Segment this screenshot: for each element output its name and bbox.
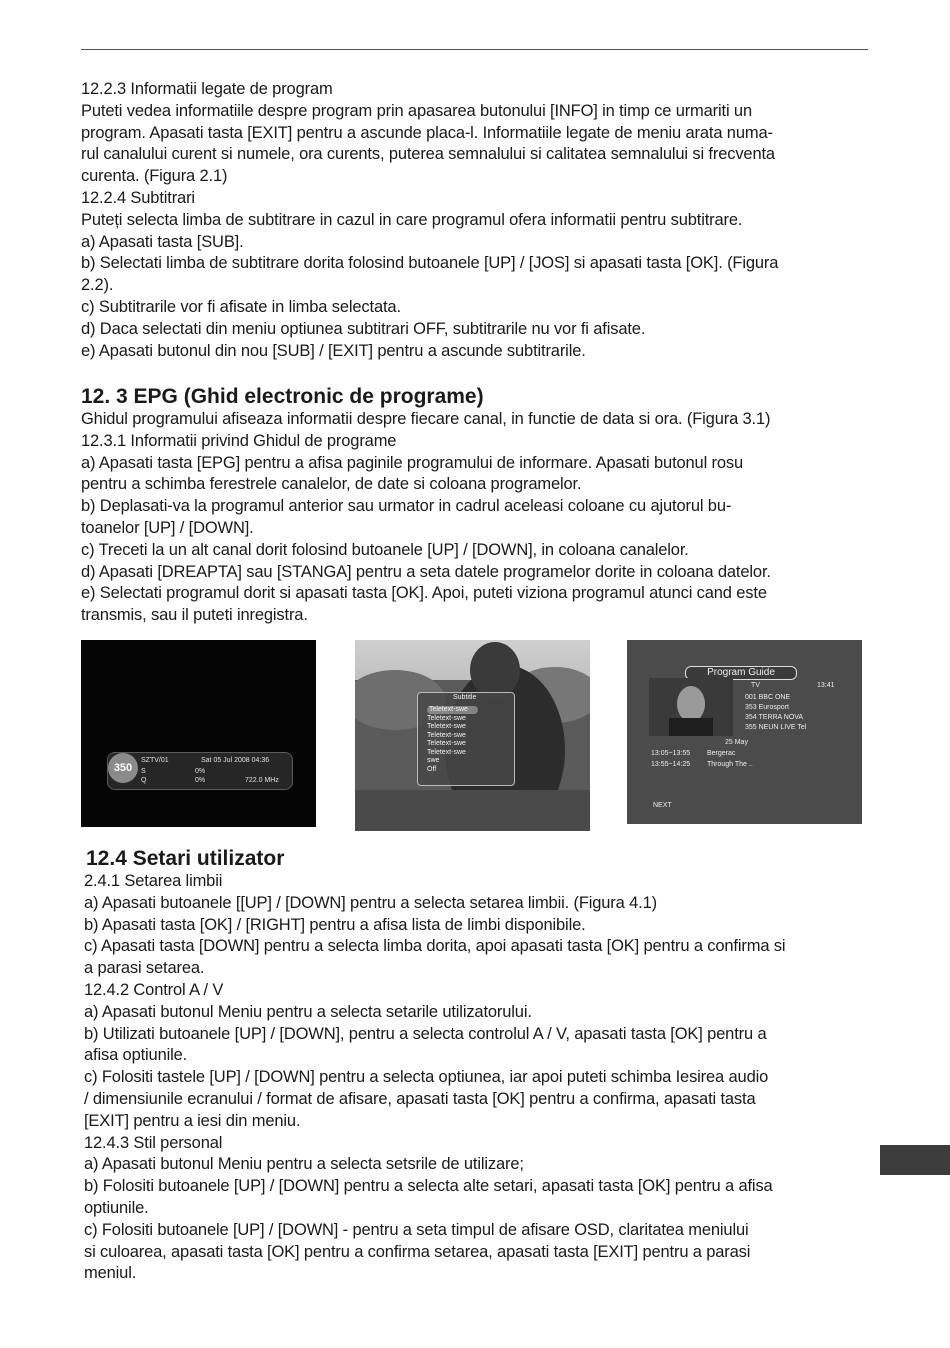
next-label: NEXT <box>653 802 672 809</box>
subtitle-option[interactable]: Teletext-swe <box>427 748 466 756</box>
section-program-info <box>81 79 873 362</box>
epg-line: e) Selectati programul dorit si apasati tasta [OK]. Apoi, puteti viziona programul atunci cand este <box>81 584 767 603</box>
signal-label: S <box>141 768 146 775</box>
user-settings-line: 2.4.1 Setarea limbii <box>84 872 223 890</box>
program-info-line: 12.2.4 Subtitrari <box>81 188 195 207</box>
user-settings-line: 12.4.2 Control A / V <box>84 980 224 999</box>
channel-number-badge: 350 <box>108 753 138 783</box>
user-settings-line: si culoarea, apasati tasta [OK] pentru a confirma setarea, apasati tasta [EXIT] pentru a parasi <box>84 1242 751 1261</box>
header-rule <box>81 49 868 50</box>
guide-date: 25 May <box>725 739 748 746</box>
guide-program-name[interactable]: Bergerac <box>707 750 736 757</box>
heading-user-settings: 12.4 Setari utilizator <box>86 847 285 870</box>
epg-line: a) Apasati tasta [EPG] pentru a afisa paginile programului de informare. Apasati butonul rosu <box>81 453 744 472</box>
guide-channel[interactable]: 353 Eurosport <box>745 704 789 711</box>
epg-line: pentru a schimba ferestrele canalelor, de date si coloana programelor. <box>81 475 582 494</box>
subtitle-option[interactable]: Teletext-swe <box>427 723 466 730</box>
user-settings-line: a) Apasati butonul Meniu pentru a selecta setsrile de utilizare; <box>84 1155 524 1174</box>
program-info-line: program. Apasati tasta [EXIT] pentru a ascunde placa-l. Informatiile legate de meniu arata numa- <box>81 123 773 142</box>
program-guide-title: Program Guide <box>685 666 797 680</box>
guide-program-time[interactable]: 13:55~14:25 <box>651 761 691 768</box>
user-settings-line: b) Folositi butoanele [UP] / [DOWN] pentru a selecta alte setari, apasati tasta [OK] pentru a afisa <box>84 1177 773 1196</box>
program-info-line: e) Apasati butonul din nou [SUB] / [EXIT] pentru a ascunde subtitrarile. <box>81 341 586 360</box>
section-epg <box>81 409 873 627</box>
program-info-line: a) Apasati tasta [SUB]. <box>81 232 244 251</box>
program-info-line: curenta. (Figura 2.1) <box>81 167 228 186</box>
program-info-line: c) Subtitrarile vor fi afisate in limba selectata. <box>81 297 401 316</box>
figure-program-guide <box>627 640 862 824</box>
program-info-line: rul canalului curent si numele, ora curents, puterea semnalului si calitatea semnalului si frecventa <box>81 145 775 164</box>
guide-time: 13:41 <box>817 682 835 689</box>
datetime: Sat 05 Jul 2008 04:36 <box>201 757 270 764</box>
user-settings-line: c) Folositi tastele [UP] / [DOWN] pentru a selecta optiunea, iar apoi puteti schimba Iesirea audio <box>84 1068 769 1087</box>
user-settings-line: afisa optiunile. <box>84 1046 188 1065</box>
epg-line: b) Deplasati-va la programul anterior sau urmator in cadrul aceleasi coloane cu ajutorul bu- <box>81 497 732 516</box>
user-settings-line: c) Folositi butoanele [UP] / [DOWN] - pentru a seta timpul de afisare OSD, claritatea meniului <box>84 1220 749 1239</box>
user-settings-line: c) Apasati tasta [DOWN] pentru a selecta limba dorita, apoi apasati tasta [OK] pentru a confirma si <box>84 937 786 956</box>
subtitle-menu-title: Subtitle <box>453 694 477 701</box>
subtitle-option[interactable]: Teletext-swe <box>427 706 478 714</box>
guide-program-name[interactable]: Through The .. <box>707 761 753 768</box>
subtitle-option[interactable]: Teletext-swe <box>427 740 466 747</box>
signal-value: 0% <box>195 768 206 775</box>
program-info-line: 12.2.3 Informatii legate de program <box>81 80 333 98</box>
program-info-line: Puteti vedea informatiile despre program prin apasarea butonului [INFO] in timp ce urmariti un <box>81 101 752 120</box>
program-info-line: b) Selectati limba de subtitrare dorita folosind butoanele [UP] / [JOS] si apasati tasta [OK]. (Figura <box>81 254 779 273</box>
guide-channel[interactable]: 001 BBC ONE <box>745 694 791 701</box>
user-settings-line: b) Utilizati butoanele [UP] / [DOWN], pentru a selecta controlul A / V, apasati tasta [OK] pentru a <box>84 1024 767 1043</box>
epg-line: toanelor [UP] / [DOWN]. <box>81 518 254 537</box>
epg-line: c) Treceti la un alt canal dorit folosind butoanele [UP] / [DOWN], in coloana canalelor. <box>81 540 689 559</box>
quality-label: Q <box>141 777 147 784</box>
user-settings-line: a) Apasati butonul Meniu pentru a selecta setarile utilizatorului. <box>84 1002 532 1021</box>
tv-label: TV <box>751 682 760 689</box>
section-user-settings <box>84 871 876 1285</box>
subtitle-option[interactable]: Off <box>427 765 437 773</box>
user-settings-line: a parasi setarea. <box>84 959 205 978</box>
channel-name: SZTV/01 <box>141 757 169 764</box>
guide-channel[interactable]: 354 TERRA NOVA <box>745 714 804 721</box>
epg-line: transmis, sau il puteti inregistra. <box>81 606 308 625</box>
user-settings-line: [EXIT] pentru a iesi din meniu. <box>84 1111 301 1130</box>
program-info-line: Puteți selecta limba de subtitrare in cazul in care programul ofera informatii pentru subtitrare. <box>81 210 743 229</box>
program-info-line: 2.2). <box>81 276 114 295</box>
heading-epg: 12. 3 EPG (Ghid electronic de programe) <box>81 385 484 408</box>
program-info-line: d) Daca selectati din meniu optiunea subtitrari OFF, subtitrarile nu vor fi afisate. <box>81 319 646 338</box>
subtitle-option[interactable]: Teletext-swe <box>427 731 466 739</box>
figure-info-bar <box>81 640 316 827</box>
guide-channel[interactable]: 355 NEUN LIVE Tel <box>745 724 807 731</box>
guide-program-time[interactable]: 13:05~13:55 <box>651 750 691 757</box>
figure-subtitle-menu <box>355 640 590 831</box>
user-settings-line: a) Apasati butoanele [[UP] / [DOWN] pentru a selecta setarea limbii. (Figura 4.1) <box>84 893 657 912</box>
epg-line: Ghidul programului afiseaza informatii despre fiecare canal, in functie de data si ora. (Figura 3.1) <box>81 410 771 428</box>
subtitle-option[interactable]: Teletext-swe <box>427 714 466 722</box>
page-tab-marker <box>880 1145 950 1175</box>
epg-line: d) Apasati [DREAPTA] sau [STANGA] pentru a seta datele programelor dorite in coloana datelor. <box>81 562 771 581</box>
subtitle-option[interactable]: swe <box>427 757 440 764</box>
user-settings-line: 12.4.3 Stil personal <box>84 1133 223 1152</box>
quality-value: 0% <box>195 777 206 784</box>
user-settings-line: / dimensiunile ecranului / format de afisare, apasati tasta [OK] pentru a confirma, apasati tasta <box>84 1089 756 1108</box>
user-settings-line: optiunile. <box>84 1198 149 1217</box>
preview-thumbnail <box>649 678 733 736</box>
user-settings-line: b) Apasati tasta [OK] / [RIGHT] pentru a afisa lista de limbi disponibile. <box>84 915 586 934</box>
user-settings-line: meniul. <box>84 1264 137 1283</box>
epg-line: 12.3.1 Informatii privind Ghidul de programe <box>81 431 397 450</box>
frequency: 722.0 MHz <box>245 777 279 784</box>
